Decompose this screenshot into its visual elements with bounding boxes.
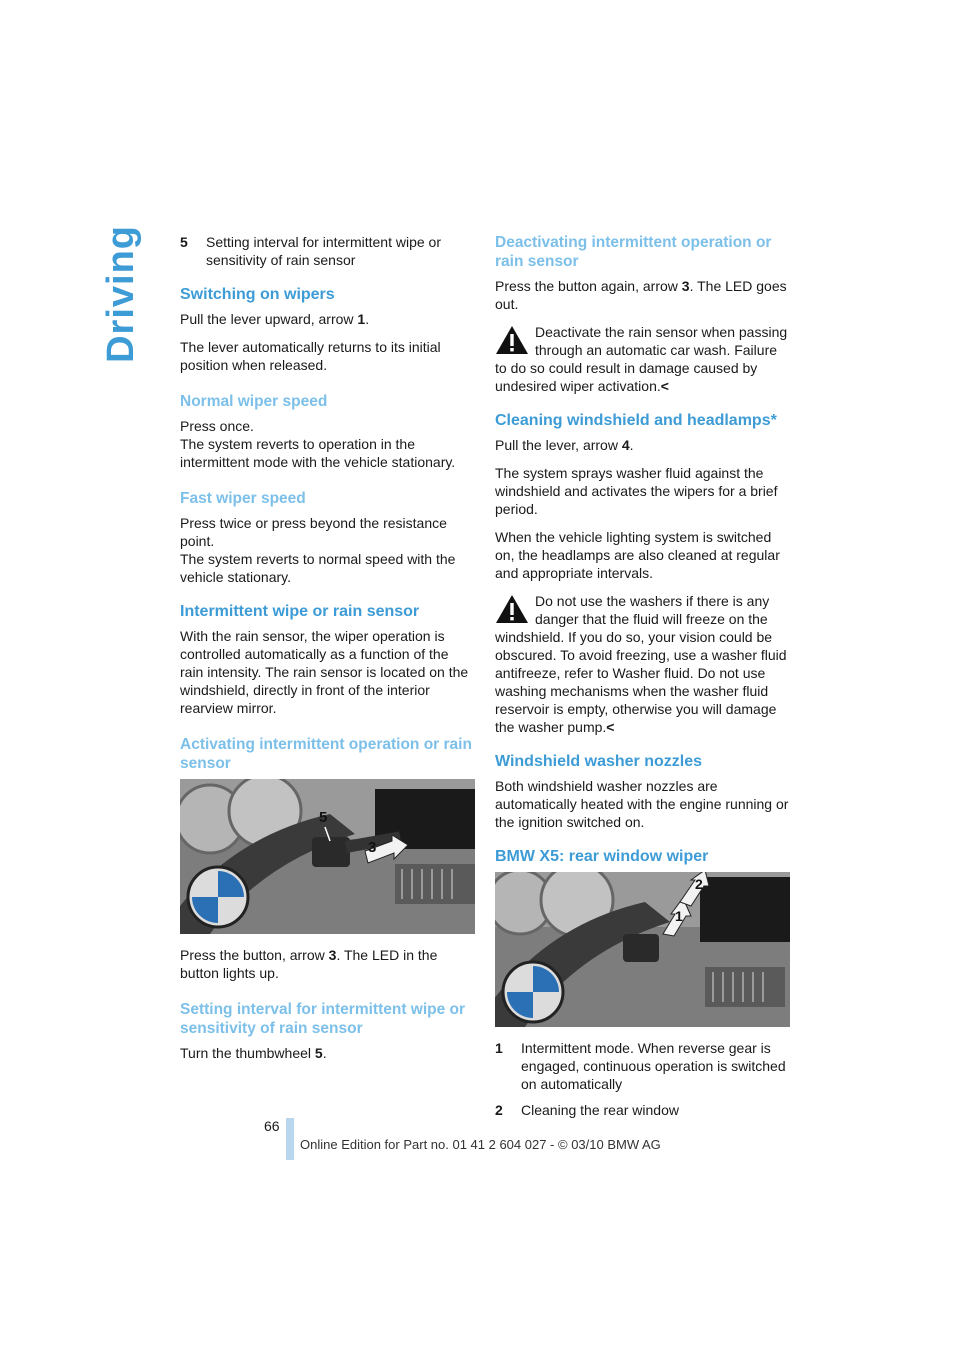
paragraph: The system reverts to normal speed with the vehicle stationary. [180, 551, 456, 585]
heading-washer-nozzles: Windshield washer nozzles [495, 753, 703, 770]
warning-text: Do not use the washers if there is any danger that the fluid will freeze on the windshield. If you do so, your vision could be obscured. To avoid freezing, use a washer fluid antifreeze, refer to Washer fluid. Do not use washing mechanisms when the washer fluid reservoir is empty, otherwise you will damage the washer pump. [495, 593, 787, 735]
paragraph: Press the button, arrow 3. The LED in the button lights up. [180, 947, 438, 981]
paragraph: Press once. [180, 418, 254, 434]
item-number: 5 [180, 234, 188, 250]
paragraph: Press the button again, arrow 3. The LED goes out. [495, 278, 787, 312]
figure-label-1: 1 [675, 908, 683, 924]
paragraph: Press twice or press beyond the resistance point. [180, 515, 447, 549]
figure-label-5: 5 [319, 809, 328, 826]
paragraph: Turn the thumbwheel 5. [180, 1045, 327, 1061]
heading-setting-interval: Setting interval for intermittent wipe or sensitivity of rain sensor [180, 1001, 466, 1037]
heading-deactivating-intermittent: Deactivating intermittent operation or rain sensor [495, 234, 772, 270]
warning-icon [495, 594, 529, 624]
paragraph: With the rain sensor, the wiper operation is controlled automatically as a function of the rain intensity. The rain sensor is located on the windshield, directly in front of the interior rearview mirror. [180, 628, 469, 716]
heading-activating-intermittent: Activating intermittent operation or rain sensor [180, 736, 472, 772]
heading-intermittent-wipe: Intermittent wipe or rain sensor [180, 603, 420, 620]
warning-note [495, 323, 790, 395]
paragraph: The system sprays washer fluid against the windshield and activates the wipers for a brief period. [495, 465, 778, 517]
steering-wheel-lever-photo [180, 779, 475, 934]
left-column [180, 233, 475, 1072]
list-item-5 [180, 233, 475, 269]
figure-label-3: 3 [368, 839, 377, 856]
right-column [495, 233, 790, 1127]
footer-edition-text: Online Edition for Part no. 01 41 2 604 027 - © 03/10 BMW AG [300, 1137, 661, 1152]
figure-label-2: 2 [695, 876, 703, 892]
paragraph: The lever automatically returns to its initial position when released. [180, 339, 441, 373]
paragraph: The system reverts to operation in the intermittent mode with the vehicle stationary. [180, 436, 456, 470]
paragraph: When the vehicle lighting system is switched on, the headlamps are also cleaned at regular and appropriate intervals. [495, 529, 780, 581]
footer-accent-bar [286, 1118, 294, 1160]
item-number: 1 [495, 1040, 503, 1056]
rear-wiper-lever-photo [495, 872, 790, 1027]
end-mark: < [660, 378, 669, 394]
list-item-1 [495, 1039, 790, 1093]
warning-note [495, 592, 790, 736]
item-text: Cleaning the rear window [521, 1102, 679, 1118]
paragraph: Both windshield washer nozzles are automatically heated with the engine running or the ignition switched on. [495, 778, 789, 830]
heading-switching-on-wipers: Switching on wipers [180, 286, 335, 303]
paragraph: Pull the lever upward, arrow 1. [180, 311, 370, 327]
heading-cleaning-windshield: Cleaning windshield and headlamps* [495, 412, 777, 429]
item-text: Setting interval for intermittent wipe or sensitivity of rain sensor [206, 234, 441, 268]
warning-icon [495, 325, 529, 355]
end-mark: < [606, 719, 615, 735]
heading-fast-wiper-speed: Fast wiper speed [180, 490, 306, 507]
heading-rear-window-wiper: BMW X5: rear window wiper [495, 848, 709, 865]
warning-text: Deactivate the rain sensor when passing through an automatic car wash. Failure to do so could result in damage caused by undesired wiper activation. [495, 324, 788, 394]
page-number: 66 [264, 1118, 280, 1134]
list-item-2 [495, 1101, 790, 1119]
section-side-tab: Driving [100, 225, 142, 363]
item-text: Intermittent mode. When reverse gear is engaged, continuous operation is switched on automatically [521, 1040, 786, 1092]
item-number: 2 [495, 1102, 503, 1118]
heading-normal-wiper-speed: Normal wiper speed [180, 393, 328, 410]
paragraph: Pull the lever, arrow 4. [495, 437, 634, 453]
